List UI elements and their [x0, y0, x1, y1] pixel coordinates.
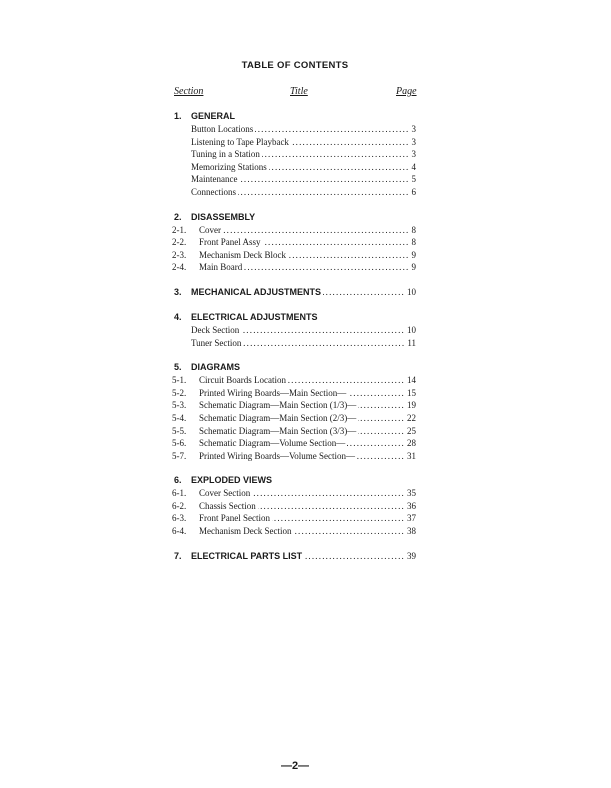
section-heading [174, 361, 416, 374]
toc-entry [172, 450, 416, 463]
entry-number: 5-1. [172, 375, 187, 386]
dot-leader [272, 512, 405, 525]
dot-leader [288, 249, 410, 262]
entry-page-number: 38 [407, 526, 416, 537]
toc-entry [172, 399, 416, 412]
dot-leader [358, 412, 405, 425]
dot-leader [304, 550, 405, 563]
section-title: DIAGRAMS [191, 362, 240, 373]
entry-title: Printed Wiring Boards—Main Section— [199, 387, 347, 398]
entry-title: Memorizing Stations [191, 161, 267, 172]
dot-leader [323, 286, 405, 299]
toc-entry [191, 324, 416, 337]
entry-number: 2-4. [172, 262, 187, 273]
section-number: 2. [174, 211, 182, 222]
entry-title: Cover [199, 224, 221, 235]
dot-leader [288, 374, 405, 387]
entry-title: Cover Section [199, 488, 251, 499]
entry-page-number: 31 [407, 450, 416, 461]
toc-entry [172, 425, 416, 438]
section-title: ELECTRICAL PARTS LIST [191, 550, 303, 561]
entry-number: 2-3. [172, 249, 187, 260]
entry-page-number: 3 [411, 149, 416, 160]
dot-leader [262, 148, 410, 161]
entry-title: Listening to Tape Playback [191, 136, 289, 147]
toc-entry [172, 261, 416, 274]
entry-number: 5-5. [172, 425, 187, 436]
entry-number: 5-2. [172, 387, 187, 398]
entry-title: Front Panel Assy [199, 237, 261, 248]
section-heading [174, 110, 416, 123]
dot-leader [252, 487, 405, 500]
entry-page-number: 37 [407, 513, 416, 524]
entry-title: Printed Wiring Boards—Volume Section— [199, 450, 356, 461]
entry-number: 5-3. [172, 400, 187, 411]
section-title: MECHANICAL ADJUSTMENTS [191, 286, 322, 297]
entry-title: Mechanism Deck Block [199, 249, 286, 260]
column-header-section: Section [174, 86, 204, 97]
entry-page-number: 8 [411, 224, 416, 235]
dot-leader [263, 236, 410, 249]
toc-entry [172, 249, 416, 262]
toc-entry [172, 236, 416, 249]
entry-number: 6-3. [172, 513, 187, 524]
entry-title: Front Panel Section [199, 513, 270, 524]
entry-number: 2-2. [172, 237, 187, 248]
section-gap [174, 462, 416, 474]
toc-entry [172, 487, 416, 500]
section-gap [174, 199, 416, 211]
section-heading [174, 211, 416, 224]
section-gap [174, 349, 416, 361]
section-title: ELECTRICAL ADJUSTMENTS [191, 311, 318, 322]
section-gap [174, 299, 416, 311]
section-number: 7. [174, 550, 182, 561]
section-number: 4. [174, 311, 182, 322]
entry-page-number: 22 [407, 412, 416, 423]
entry-title: Tuner Section [191, 337, 242, 348]
column-header-page: Page [396, 86, 417, 97]
entry-title: Button Locations [191, 124, 254, 134]
entry-page-number: 11 [407, 337, 416, 348]
entry-page-number: 4 [411, 161, 416, 172]
entry-title: Connections [191, 186, 236, 197]
entry-title: Schematic Diagram—Main Section (3/3)— [199, 425, 357, 436]
entry-page-number: 25 [407, 425, 416, 436]
section-page-number: 10 [407, 286, 416, 297]
section-title: GENERAL [191, 111, 236, 121]
entry-page-number: 36 [407, 500, 416, 511]
toc-entry [172, 500, 416, 513]
entry-page-number: 28 [407, 438, 416, 449]
entry-page-number: 6 [411, 186, 416, 197]
entry-page-number: 8 [411, 237, 416, 248]
dot-leader [223, 224, 410, 237]
section-number: 6. [174, 475, 182, 486]
column-header-title: Title [290, 86, 308, 97]
entry-number: 5-4. [172, 412, 187, 423]
section-heading [174, 474, 416, 487]
entry-number: 2-1. [172, 224, 187, 235]
entry-title: Deck Section [191, 324, 240, 335]
toc-entry [191, 148, 416, 161]
page-title: TABLE OF CONTENTS [241, 60, 349, 71]
dot-leader [255, 123, 409, 136]
toc-entry [172, 525, 416, 538]
dot-leader [358, 399, 405, 412]
toc-entry [172, 224, 416, 237]
section-heading [174, 286, 416, 299]
toc-entry [172, 374, 416, 387]
dot-leader [239, 173, 409, 186]
entry-page-number: 19 [407, 400, 416, 411]
dot-leader [348, 387, 405, 400]
entry-page-number: 3 [411, 124, 416, 134]
dot-leader [358, 425, 405, 438]
dot-leader [291, 136, 410, 149]
entry-page-number: 3 [411, 136, 416, 147]
entry-title: Maintenance [191, 174, 238, 185]
dot-leader [244, 261, 409, 274]
entry-title: Main Board [199, 262, 243, 273]
page-number: —2— [280, 760, 310, 772]
entry-page-number: 9 [411, 249, 416, 260]
section-number: 3. [174, 286, 182, 297]
entry-page-number: 9 [411, 262, 416, 273]
entry-title: Chassis Section [199, 500, 256, 511]
entry-page-number: 14 [407, 375, 416, 386]
toc-entry [191, 123, 416, 136]
entry-page-number: 15 [407, 387, 416, 398]
dot-leader [269, 161, 410, 174]
toc-entry [172, 512, 416, 525]
dot-leader [238, 186, 410, 199]
entry-number: 6-1. [172, 488, 187, 499]
dot-leader [293, 525, 405, 538]
section-title: EXPLODED VIEWS [191, 475, 273, 486]
entry-title: Schematic Diagram—Main Section (2/3)— [199, 412, 357, 423]
section-heading [174, 311, 416, 324]
entry-title: Schematic Diagram—Main Section (1/3)— [199, 400, 357, 411]
entry-title: Schematic Diagram—Volume Section— [199, 438, 346, 449]
section-gap [174, 538, 416, 550]
entry-number: 5-7. [172, 450, 187, 461]
section-page-number: 39 [407, 550, 416, 561]
entry-title: Tuning in a Station [191, 149, 260, 160]
toc-entry [191, 337, 416, 350]
section-heading [174, 550, 416, 563]
dot-leader [258, 500, 405, 513]
entry-number: 6-2. [172, 500, 187, 511]
dot-leader [241, 324, 405, 337]
entry-title: Circuit Boards Location [199, 375, 286, 386]
section-number: 5. [174, 362, 182, 373]
dot-leader [357, 450, 405, 463]
section-number: 1. [174, 111, 182, 121]
toc-entry [172, 437, 416, 450]
toc-entry [191, 173, 416, 186]
dot-leader [347, 437, 405, 450]
dot-leader [243, 337, 405, 350]
entry-title: Mechanism Deck Section [199, 526, 292, 537]
entry-page-number: 10 [407, 324, 416, 335]
table-of-contents [174, 110, 416, 563]
toc-entry [191, 136, 416, 149]
entry-page-number: 5 [411, 174, 416, 185]
section-gap [174, 274, 416, 286]
toc-entry [172, 387, 416, 400]
toc-entry [191, 186, 416, 199]
entry-number: 5-6. [172, 438, 187, 449]
entry-page-number: 35 [407, 488, 416, 499]
entry-number: 6-4. [172, 526, 187, 537]
section-title: DISASSEMBLY [191, 211, 256, 222]
toc-entry [172, 412, 416, 425]
toc-entry [191, 161, 416, 174]
